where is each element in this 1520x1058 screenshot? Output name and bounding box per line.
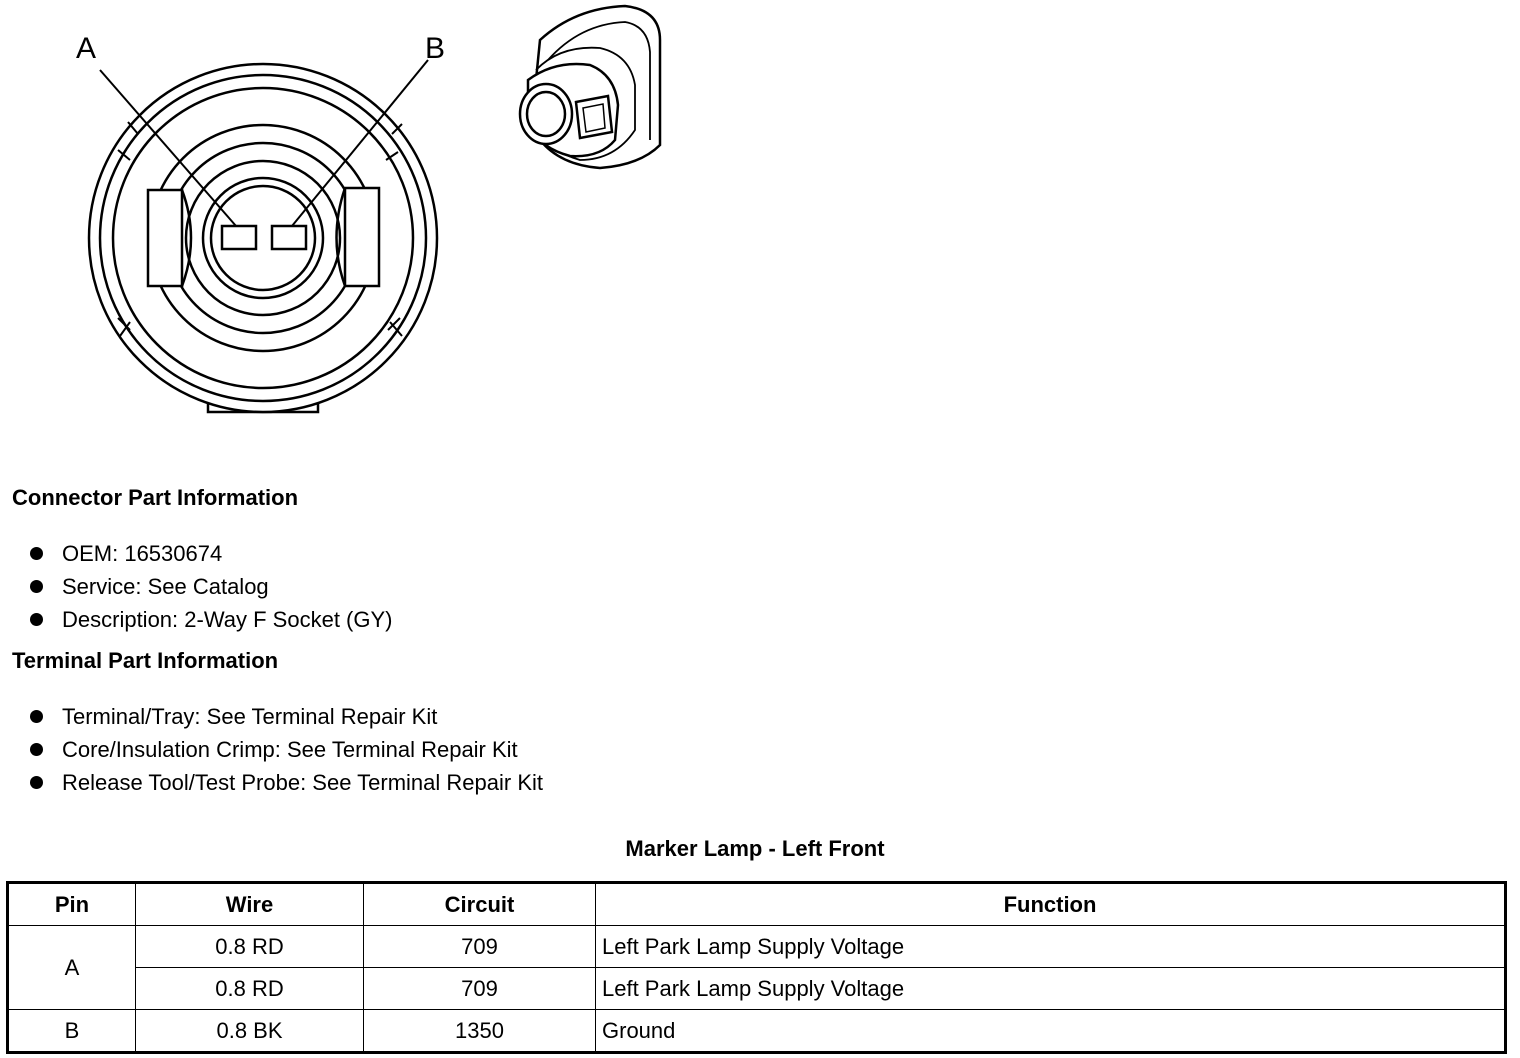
cell-wire: 0.8 BK [136, 1010, 364, 1053]
header-circuit: Circuit [364, 883, 596, 926]
cell-wire: 0.8 RD [136, 926, 364, 968]
connector-info-title: Connector Part Information [12, 485, 299, 510]
cell-function: Left Park Lamp Supply Voltage [596, 926, 1506, 968]
table-header-row [8, 883, 1506, 926]
header-wire: Wire [136, 883, 364, 926]
bullet-icon [30, 613, 43, 626]
list-item-text: Release Tool/Test Probe: See Terminal Repair Kit [62, 770, 543, 795]
header-function: Function [596, 883, 1506, 926]
bullet-icon [30, 580, 43, 593]
header-pin: Pin [8, 883, 136, 926]
list-item-text: OEM: 16530674 [62, 541, 223, 566]
list-item [28, 537, 392, 570]
callout-a-label: A [76, 32, 97, 65]
table-caption: Marker Lamp - Left Front [625, 836, 885, 861]
cell-circuit: 1350 [364, 1010, 596, 1053]
list-item-text: Core/Insulation Crimp: See Terminal Repair Kit [62, 737, 518, 762]
connector-diagram [0, 0, 700, 430]
cell-pin: B [8, 1010, 136, 1053]
cell-circuit: 709 [364, 968, 596, 1010]
bullet-icon [30, 743, 43, 756]
list-item [28, 570, 392, 603]
bullet-icon [30, 776, 43, 789]
list-item [28, 766, 543, 799]
list-item [28, 733, 543, 766]
list-item [28, 700, 543, 733]
list-item-text: Service: See Catalog [62, 574, 269, 599]
terminal-info-title: Terminal Part Information [12, 648, 279, 673]
cell-wire: 0.8 RD [136, 968, 364, 1010]
terminal-info-list [28, 700, 543, 799]
table-row [8, 968, 1506, 1010]
bullet-icon [30, 710, 43, 723]
cell-pin: A [8, 926, 136, 1010]
list-item [28, 603, 392, 636]
table-row [8, 926, 1506, 968]
table-row [8, 1010, 1506, 1053]
cell-function: Left Park Lamp Supply Voltage [596, 968, 1506, 1010]
list-item-text: Terminal/Tray: See Terminal Repair Kit [62, 704, 438, 729]
cell-function: Ground [596, 1010, 1506, 1053]
bullet-icon [30, 547, 43, 560]
list-item-text: Description: 2-Way F Socket (GY) [62, 607, 393, 632]
pin-table [6, 881, 1507, 1054]
connector-info-list [28, 537, 392, 636]
cell-circuit: 709 [364, 926, 596, 968]
connector-iso-view [520, 6, 660, 168]
callout-b-label: B [425, 32, 446, 65]
